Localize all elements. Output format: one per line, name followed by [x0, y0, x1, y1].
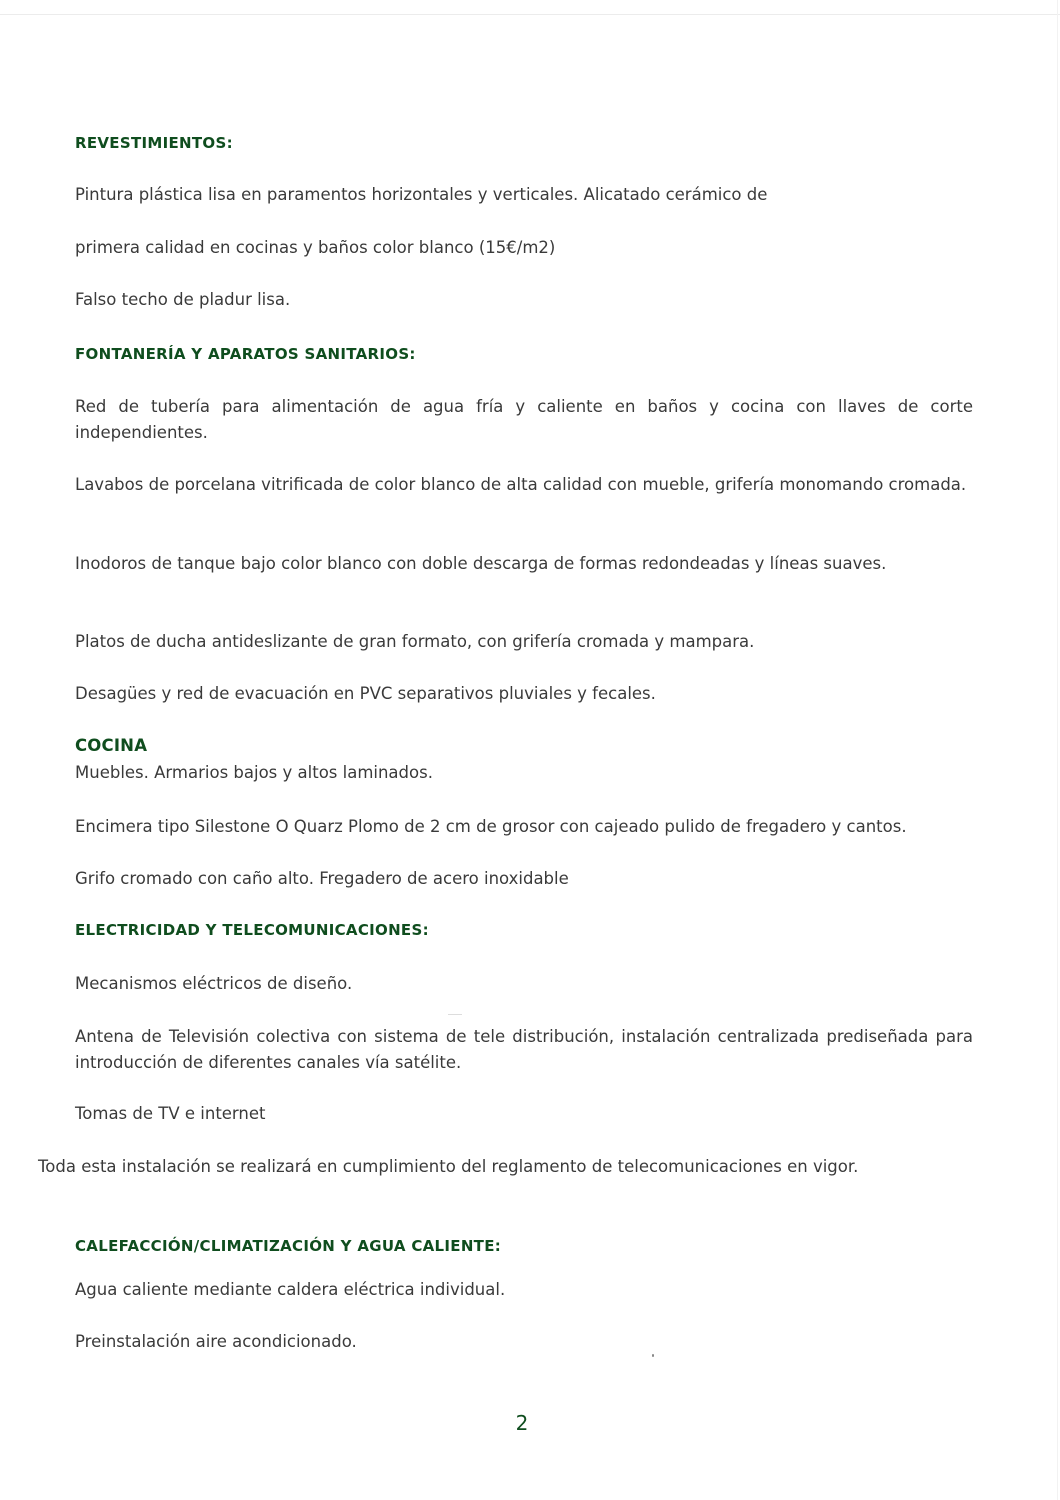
cocina-paragraph-2: Encimera tipo Silestone O Quarz Plomo de 2 cm de grosor con cajeado pulido de fregadero y cantos. [75, 817, 907, 836]
electricidad-paragraph-4: Toda esta instalación se realizará en cumplimiento del reglamento de telecomunicaciones en vigor. [38, 1157, 859, 1176]
page-number: 2 [515, 1411, 529, 1435]
fontaneria-paragraph-2: Lavabos de porcelana vitrificada de color blanco de alta calidad con mueble, grifería monomando cromada. [75, 475, 967, 494]
fontaneria-paragraph-5: Desagües y red de evacuación en PVC separativos pluviales y fecales. [75, 684, 656, 703]
fontaneria-paragraph-4: Platos de ducha antideslizante de gran formato, con grifería cromada y mampara. [75, 632, 755, 651]
heading-revestimientos: REVESTIMIENTOS: [75, 134, 233, 152]
scan-top-edge [0, 14, 1060, 15]
heading-fontaneria: FONTANERÍA Y APARATOS SANITARIOS: [75, 345, 416, 363]
cocina-paragraph-3: Grifo cromado con caño alto. Fregadero de acero inoxidable [75, 869, 569, 888]
cocina-paragraph-1: Muebles. Armarios bajos y altos laminados. [75, 763, 433, 782]
revestimientos-paragraph-2: primera calidad en cocinas y baños color blanco (15€/m2) [75, 238, 556, 257]
heading-calefaccion: CALEFACCIÓN/CLIMATIZACIÓN Y AGUA CALIENTE: [75, 1237, 502, 1255]
calefaccion-paragraph-2: Preinstalación aire acondicionado. [75, 1332, 357, 1351]
heading-electricidad: ELECTRICIDAD Y TELECOMUNICACIONES: [75, 921, 429, 939]
scan-speck [652, 1354, 654, 1357]
scan-speck [448, 1014, 462, 1015]
electricidad-paragraph-2: Antena de Televisión colectiva con sistema de tele distribución, instalación centralizada prediseñada para introducción de diferentes canales vía satélite. [75, 1027, 973, 1072]
fontaneria-paragraph-3: Inodoros de tanque bajo color blanco con doble descarga de formas redondeadas y líneas suaves. [75, 554, 887, 573]
fontaneria-paragraph-1: Red de tubería para alimentación de agua fría y caliente en baños y cocina con llaves de corte independientes. [75, 397, 973, 442]
scan-right-edge [1057, 0, 1058, 1500]
revestimientos-paragraph-3: Falso techo de pladur lisa. [75, 290, 291, 309]
heading-cocina: COCINA [75, 736, 148, 755]
revestimientos-paragraph-1: Pintura plástica lisa en paramentos horizontales y verticales. Alicatado cerámico de [75, 185, 768, 204]
electricidad-paragraph-3: Tomas de TV e internet [75, 1104, 266, 1123]
electricidad-paragraph-1: Mecanismos eléctricos de diseño. [75, 974, 353, 993]
calefaccion-paragraph-1: Agua caliente mediante caldera eléctrica individual. [75, 1280, 506, 1299]
